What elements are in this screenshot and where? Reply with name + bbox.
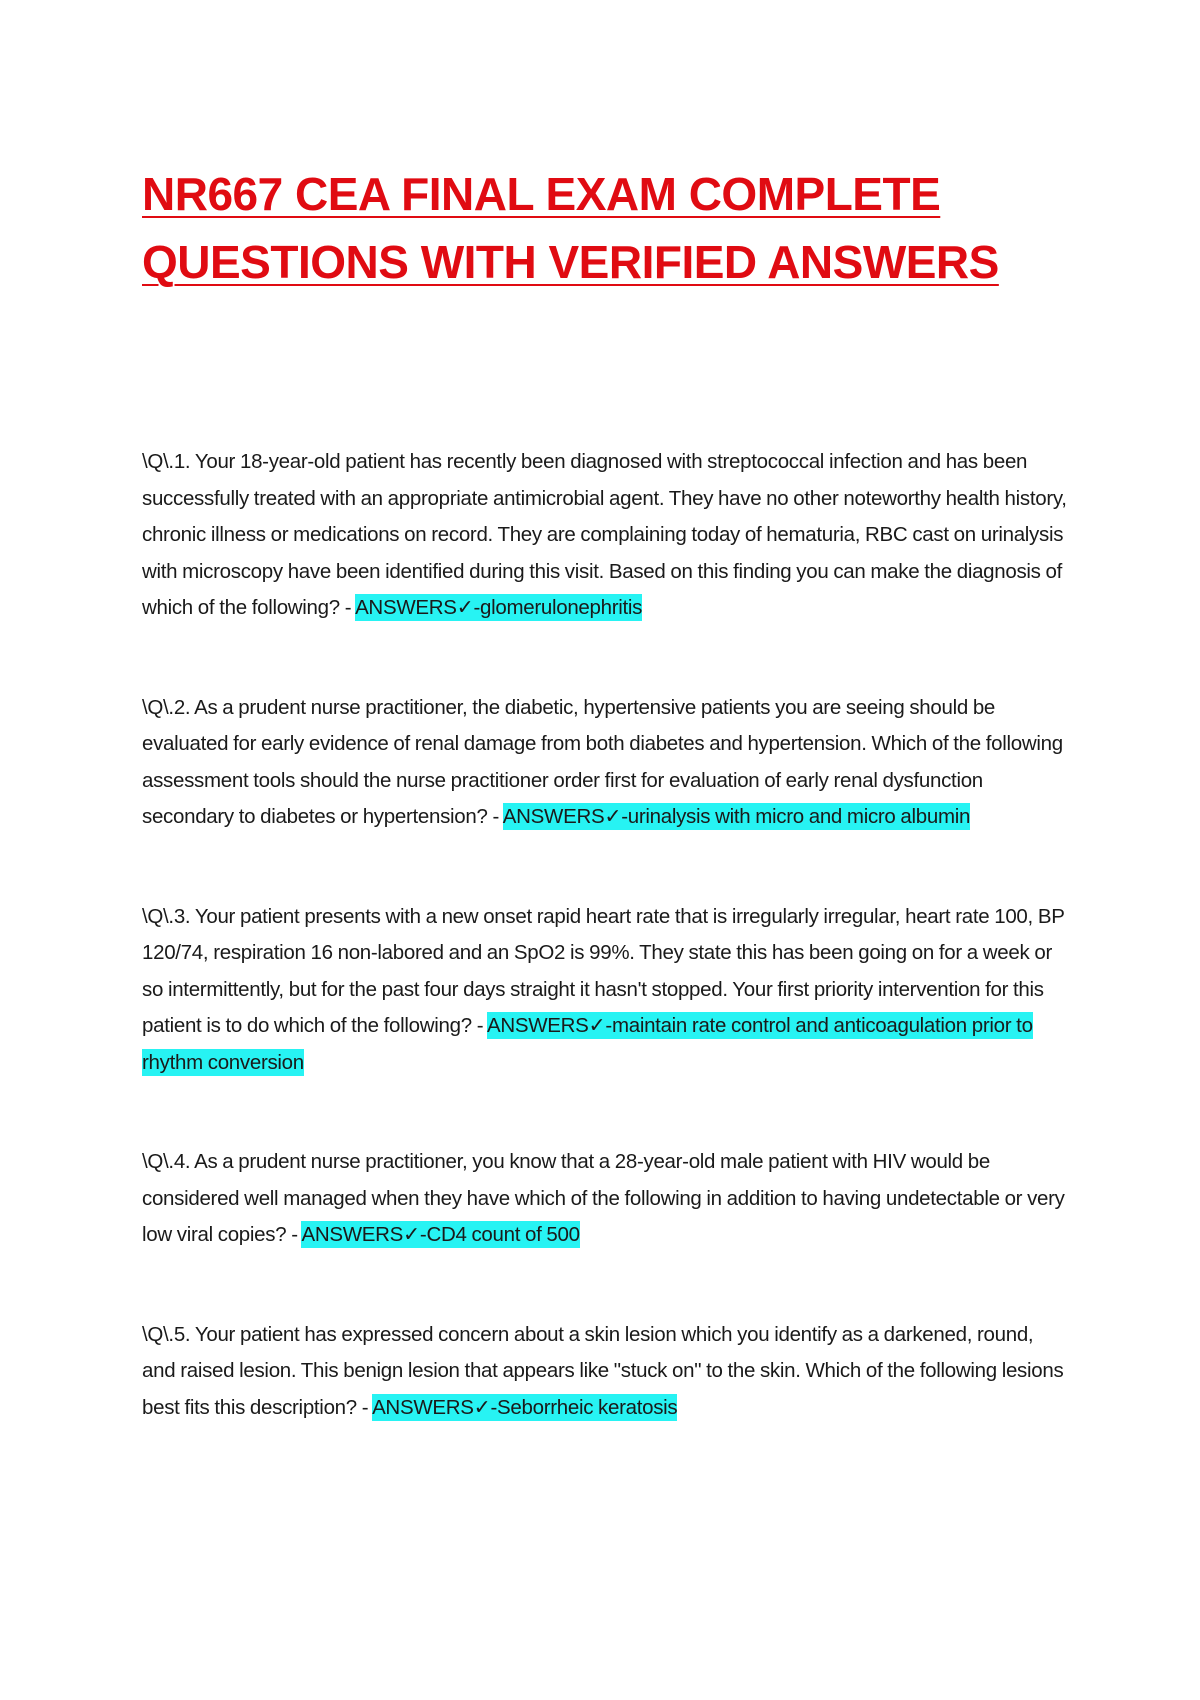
answer-highlight: ANSWERS✓-glomerulonephritis — [355, 596, 643, 619]
question-item-3 — [142, 899, 1070, 1082]
answer-highlight: ANSWERS✓-urinalysis with micro and micro albumin — [502, 805, 971, 828]
answer-highlight: ANSWERS✓-maintain rate control and anticoagulation prior to rhythm conversion — [142, 1014, 1033, 1074]
question-text: \Q\.4. As a prudent nurse practitioner, you know that a 28-year-old male patient with HIV would be considered well managed when they have which of the following in addition to having undetectable or very low viral copies? - — [142, 1150, 1065, 1246]
question-text: \Q\.1. Your 18-year-old patient has recently been diagnosed with streptococcal infection and has been successfully treated with an appropriate antimicrobial agent. They have no other noteworthy health history, chronic illness or medications on record. They are complaining today of hematuria, RBC cast on urinalysis with microscopy have been identified during this visit. Based on this finding you can make the diagnosis of which of the following? - — [142, 450, 1067, 619]
question-text: \Q\.2. As a prudent nurse practitioner, the diabetic, hypertensive patients you are seeing should be evaluated for early evidence of renal damage from both diabetes and hypertension. Which of the following assessment tools should the nurse practitioner order first for evaluation of early renal dysfunction secondary to diabetes or hypertension? - — [142, 695, 1063, 828]
answer-highlight: ANSWERS✓-Seborrheic keratosis — [372, 1395, 678, 1419]
document-title-line-1: NR667 CEA FINAL EXAM COMPLETE — [142, 168, 941, 220]
question-item-4 — [142, 1144, 1070, 1254]
question-text: \Q\.5. Your patient has expressed concern about a skin lesion which you identify as a darkened, round, and raised lesion. This benign lesion that appears like "stuck on" to the skin. Which of the following lesions best fits this description? - — [142, 1322, 1064, 1419]
question-text: \Q\.3. Your patient presents with a new onset rapid heart rate that is irregularly irregular, heart rate 100, BP 120/74, respiration 16 non-labored and an SpO2 is 99%. They state this has been going on for a week or so intermittently, but for the past four days straight it hasn't stopped. Your first priority intervention for this patient is to do which of the following? - — [142, 904, 1065, 1037]
question-item-5 — [142, 1317, 1070, 1427]
answer-highlight: ANSWERS✓-CD4 count of 500 — [301, 1223, 580, 1246]
question-item-1 — [142, 444, 1070, 627]
document-title — [142, 160, 1070, 296]
question-item-2 — [142, 690, 1070, 836]
document-title-line-2: QUESTIONS WITH VERIFIED ANSWERS — [142, 236, 999, 288]
